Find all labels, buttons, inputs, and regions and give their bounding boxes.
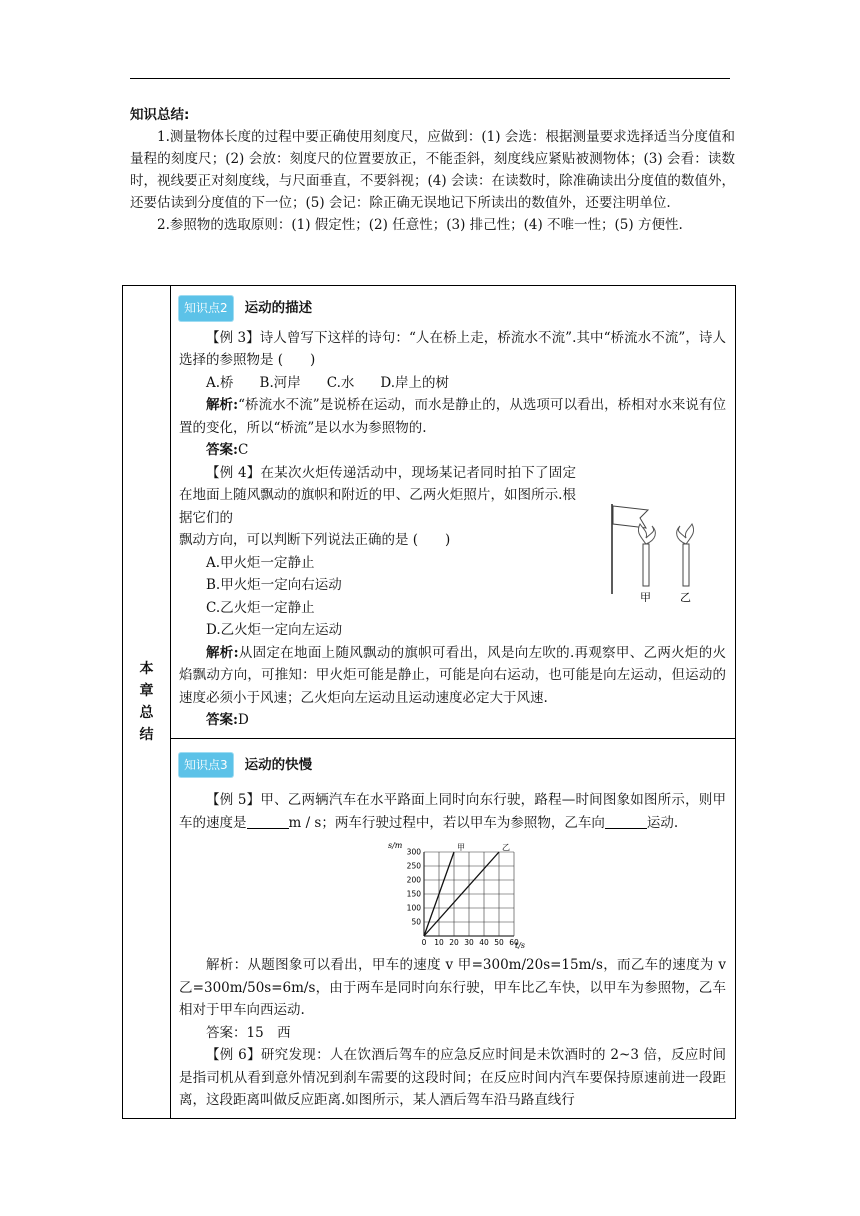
summary-point-2: 2.参照物的选取原则：(1) 假定性；(2) 任意性；(3) 排己性；(4) 不唯一性；(5) 方便性. [157, 217, 683, 233]
answer-blank[interactable] [247, 814, 289, 829]
example-4-question-1: 【例 4】在某次火炬传递活动中，现场某记者同时拍下了固定在地面上随风飘动的旗帜和附近的甲、乙两火炬照片，如图所示.根据它们的 [179, 464, 576, 526]
side-char: 总 [139, 704, 154, 721]
option: A.桥 [206, 374, 234, 391]
y-tick-label: 250 [406, 861, 421, 871]
flag-torch-figure [600, 502, 720, 602]
x-tick-label: 0 [421, 938, 427, 947]
analysis-label: 解析: [206, 397, 239, 413]
knowledge-summary [130, 104, 735, 236]
option: C.水 [326, 374, 355, 391]
header-rule [130, 78, 730, 79]
y-axis-label: s/m [388, 841, 403, 850]
analysis-label: 解析: [206, 644, 239, 661]
analysis-text: “桥流水不流”是说桥在运动，而水是静止的，从选项可以看出，桥相对水来说有位置的变化，所以“桥流”是以水为参照物的. [179, 397, 726, 436]
torch-label-yi: 乙 [680, 590, 691, 602]
kp2-title: 运动的描述 [244, 300, 313, 316]
example-5-question [179, 789, 726, 834]
question-text: m / s；两车行驶过程中，若以甲车为参照物，乙车向 [288, 814, 605, 831]
flame-yi-icon [677, 524, 694, 544]
example-4-answer [179, 709, 726, 732]
side-char: 章 [139, 682, 154, 699]
flame-jia-icon [638, 524, 655, 544]
example-3-answer [179, 439, 726, 462]
option: B.甲火炬一定向右运动 [206, 577, 342, 593]
x-axis-label: t/s [515, 941, 526, 950]
torch-jia-icon [643, 544, 649, 586]
kp2-badge: 知识点2 [179, 296, 233, 321]
example-4-question-2: 飘动方向，可以判断下列说法正确的是 ( ) [179, 532, 451, 548]
y-tick-label: 150 [406, 889, 421, 899]
kp3-cell [171, 738, 736, 1118]
option: A.甲火炬一定静止 [206, 554, 315, 571]
x-tick-label: 50 [494, 938, 504, 947]
x-tick-label: 20 [449, 938, 459, 947]
option: B.河岸 [259, 374, 301, 391]
example-3-analysis [179, 394, 726, 439]
kp3-badge: 知识点3 [179, 753, 233, 778]
side-label [123, 286, 171, 1119]
distance-time-graph [382, 840, 532, 950]
answer-text: C [237, 442, 249, 458]
option: D.乙火炬一定向左运动 [206, 622, 343, 638]
series-label: 乙 [502, 843, 510, 852]
flag-icon [613, 506, 648, 528]
y-tick-label: 300 [406, 847, 421, 857]
kp2-cell [171, 286, 736, 739]
analysis-text: 从固定在地面上随风飘动的旗帜可看出，风是向左吹的.再观察甲、乙两火炬的火焰飘动方向，可推知：甲火炬可能是静止，可能是向右运动，也可能是向左运动，但运动的速度必须小于风速；乙火炬向左运动且运动速度必定大于风速. [179, 644, 726, 706]
example-4 [179, 462, 726, 642]
side-char: 本 [139, 660, 154, 677]
option: D.岸上的树 [380, 374, 450, 391]
example-5-analysis: 解析：从题图象可以看出，甲车的速度 v 甲=300m/20s=15m/s，而乙车的速度为 v 乙=300m/50s=6m/s，由于两车是同时向东行驶，甲车比乙车快，以甲车为参照物，乙车相对于甲车向西运动. [179, 957, 726, 1018]
side-char: 结 [139, 726, 154, 743]
kp2-header [179, 296, 726, 321]
x-tick-label: 10 [434, 938, 444, 947]
x-tick-label: 40 [479, 938, 489, 947]
y-tick-label: 50 [411, 917, 421, 927]
y-tick-label: 100 [406, 903, 421, 913]
question-text: 【例 5】甲、乙两辆汽车在水平路面上同时向东行驶，路程—时间图象如图所示，则甲车的速度是 [179, 792, 726, 831]
summary-heading: 知识总结: [130, 107, 190, 123]
example-4-analysis [179, 642, 726, 710]
option: C.乙火炬一定静止 [206, 599, 315, 616]
answer-label: 答案: [206, 712, 238, 728]
kp3-header [179, 753, 726, 778]
x-tick-label: 60 [509, 938, 519, 947]
torch-yi-icon [683, 544, 689, 586]
series-label: 甲 [457, 843, 465, 852]
answer-text: D [237, 712, 249, 728]
torch-label-jia: 甲 [640, 590, 651, 602]
question-text: 运动. [646, 814, 679, 831]
answer-blank[interactable] [605, 814, 647, 829]
answer-label: 答案: [206, 442, 238, 458]
summary-point-1: 1.测量物体长度的过程中要正确使用刻度尺，应做到：(1) 会选：根据测量要求选择适当分度值和量程的刻度尺；(2) 会放：刻度尺的位置要放正，不能歪斜，刻度线应紧贴被测物体；(3) 会看：读数时，视线要正对刻度线，与尺面垂直，不要斜视；(4) 会读：在读数时，除准确读出分度值的数值外，还要估读到分度值的下一位；(5) 会记：除正确无误地记下所读出的数值外，还要注明单位. [130, 129, 735, 211]
example-6-question: 【例 6】研究发现：人在饮酒后驾车的应急反应时间是未饮酒时的 2~3 倍，反应时间是指司机从看到意外情况到刹车需要的这段时间；在反应时间内汽车要保持原速前进一段距离，这段距离叫做反应距离.如图所示，某人酒后驾车沿马路直线行 [179, 1047, 726, 1108]
example-5-answer: 答案：15 西 [206, 1024, 291, 1041]
x-tick-label: 30 [464, 938, 474, 947]
example-3-question: 【例 3】诗人曾写下这样的诗句：“人在桥上走，桥流水不流”.其中“桥流水不流”，诗人选择的参照物是 ( ) [179, 329, 726, 368]
kp3-title: 运动的快慢 [244, 756, 313, 773]
chapter-summary-table [122, 285, 736, 1119]
example-3-options [206, 372, 726, 395]
y-tick-label: 200 [406, 875, 421, 885]
